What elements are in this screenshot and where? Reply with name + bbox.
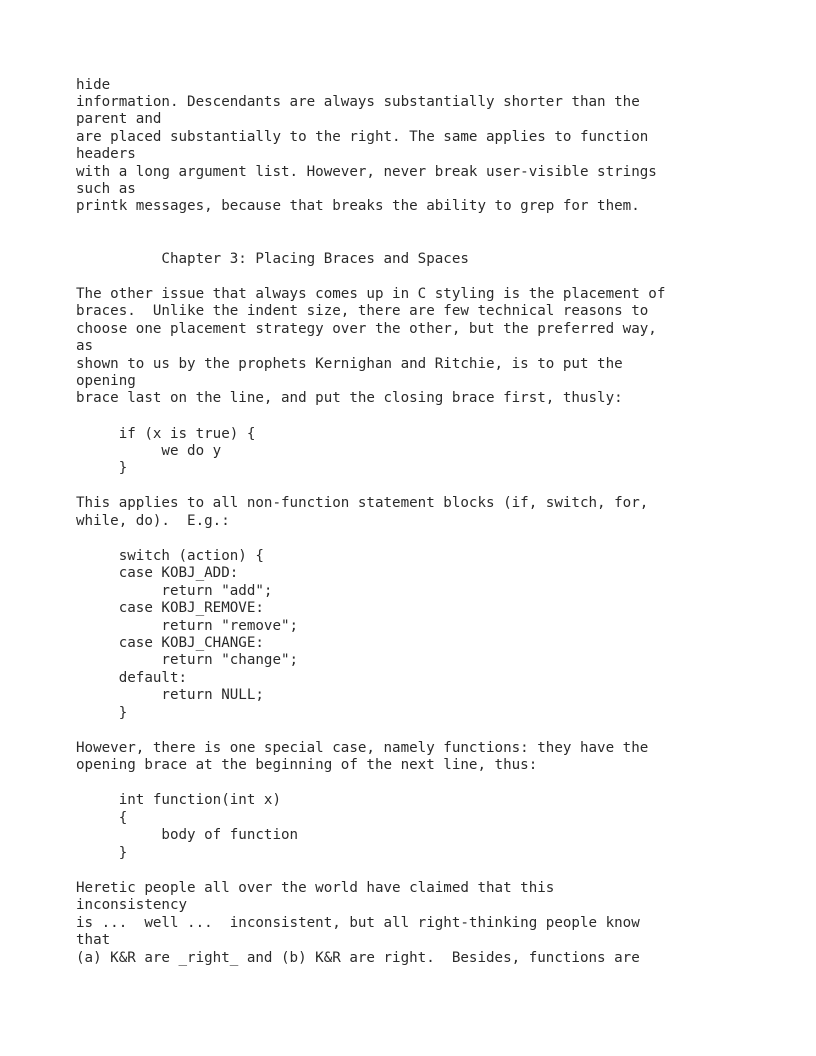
code-line: int function(int x) [76, 792, 281, 808]
text-line: hide [76, 77, 111, 93]
code-line: return NULL; [76, 687, 264, 703]
code-line: case KOBJ_ADD: [76, 565, 239, 581]
code-line: if (x is true) { [76, 426, 256, 442]
code-line: default: [76, 670, 188, 686]
code-line: } [76, 460, 128, 476]
code-line: case KOBJ_REMOVE: [76, 600, 264, 616]
code-line: { [76, 810, 128, 826]
code-line: return "change"; [76, 652, 299, 668]
text-line: opening [76, 373, 136, 389]
text-line: This applies to all non-function statement blocks (if, switch, for, [76, 495, 649, 511]
text-line: while, do). E.g.: [76, 513, 230, 529]
text-line: braces. Unlike the indent size, there are few technical reasons to [76, 303, 649, 319]
text-line: is ... well ... inconsistent, but all right-thinking people know [76, 915, 640, 931]
code-line: switch (action) { [76, 548, 264, 564]
text-line: parent and [76, 111, 162, 127]
text-line: are placed substantially to the right. The same applies to function [76, 129, 649, 145]
code-line: return "add"; [76, 583, 273, 599]
text-line: headers [76, 146, 136, 162]
text-line: as [76, 338, 94, 354]
text-line: brace last on the line, and put the closing brace first, thusly: [76, 390, 623, 406]
text-line: with a long argument list. However, never break user-visible strings [76, 164, 657, 180]
text-line: shown to us by the prophets Kernighan and Ritchie, is to put the [76, 356, 623, 372]
code-line: we do y [76, 443, 222, 459]
code-line: case KOBJ_CHANGE: [76, 635, 264, 651]
code-line: } [76, 705, 128, 721]
text-line: that [76, 932, 111, 948]
code-line: body of function [76, 827, 299, 843]
code-line: return "remove"; [76, 618, 299, 634]
text-line: such as [76, 181, 136, 197]
text-line: opening brace at the beginning of the next line, thus: [76, 757, 538, 773]
text-line: (a) K&R are _right_ and (b) K&R are right. Besides, functions are [76, 950, 640, 966]
text-line: inconsistency [76, 897, 188, 913]
text-line: choose one placement strategy over the other, but the preferred way, [76, 321, 657, 337]
chapter-heading: Chapter 3: Placing Braces and Spaces [76, 251, 469, 267]
text-line: information. Descendants are always substantially shorter than the [76, 94, 640, 110]
text-line: The other issue that always comes up in C styling is the placement of [76, 286, 666, 302]
text-line: However, there is one special case, namely functions: they have the [76, 740, 649, 756]
text-line: Heretic people all over the world have claimed that this [76, 880, 555, 896]
code-line: } [76, 845, 128, 861]
text-line: printk messages, because that breaks the ability to grep for them. [76, 198, 640, 214]
